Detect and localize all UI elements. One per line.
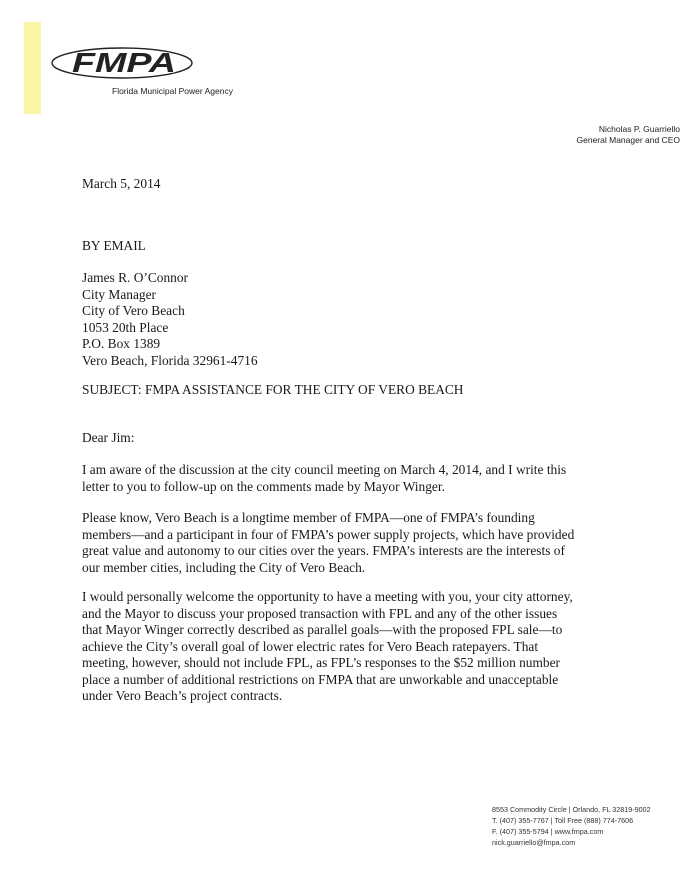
paragraph-line: Please know, Vero Beach is a longtime member of FMPA—one of FMPA’s founding (82, 510, 535, 525)
paragraph-line: place a number of additional restrictions on FMPA that are unworkable and unacceptable (82, 671, 559, 687)
paragraph-line: I am aware of the discussion at the city council meeting on March 4, 2014, and I write this (82, 462, 567, 477)
sender-name: Nicholas P. Guarriello (598, 124, 680, 134)
paragraph-2 (82, 510, 602, 576)
paragraph-line: achieve the City’s overall goal of lower electric rates for Vero Beach ratepayers. That (82, 638, 539, 654)
recipient-address (82, 270, 258, 369)
paragraph-1 (82, 462, 602, 495)
highlight-mark (24, 22, 41, 114)
letter-date: March 5, 2014 (82, 176, 161, 191)
paragraph-line: great value and autonomy to our cities over the years. FMPA’s interests are the interests of (82, 543, 565, 558)
footer-phone: T. (407) 355-7767 | Toll Free (888) 774-7606 (492, 816, 634, 825)
recipient-name: James R. O’Connor (82, 270, 189, 285)
recipient-city-state-zip: Vero Beach, Florida 32961-4716 (82, 352, 258, 368)
paragraph-line: meeting, however, should not include FPL, as FPL’s responses to the $52 million number (82, 655, 561, 670)
organization-name: Florida Municipal Power Agency (112, 86, 233, 96)
recipient-title: City Manager (82, 286, 157, 302)
paragraph-line: members—and a participant in four of FMPA’s power supply projects, which have provided (82, 526, 575, 542)
fmpa-logo (50, 44, 195, 82)
recipient-org: City of Vero Beach (82, 303, 185, 318)
salutation: Dear Jim: (82, 430, 135, 445)
subject-line: SUBJECT: FMPA ASSISTANCE FOR THE CITY OF VERO BEACH (82, 382, 464, 397)
paragraph-line: under Vero Beach’s project contracts. (82, 688, 283, 703)
paragraph-3 (82, 589, 602, 705)
footer-fax-web: F. (407) 355-5794 | www.fmpa.com (492, 827, 604, 836)
sender-block (577, 124, 680, 146)
recipient-po-box: P.O. Box 1389 (82, 336, 161, 351)
paragraph-line: letter to you to follow-up on the comments made by Mayor Winger. (82, 478, 445, 494)
paragraph-line: that Mayor Winger correctly described as parallel goals—with the proposed FPL sale—to (82, 622, 563, 637)
footer-email: nick.guarriello@fmpa.com (492, 838, 576, 847)
paragraph-line: our member cities, including the City of Vero Beach. (82, 559, 366, 575)
footer-contact (492, 804, 651, 848)
footer-address: 8553 Commodity Circle | Orlando, FL 32819-9002 (492, 805, 651, 814)
paragraph-line: I would personally welcome the opportunity to have a meeting with you, your city attorney, (82, 589, 573, 604)
recipient-address-line: 1053 20th Place (82, 319, 169, 335)
paragraph-line: and the Mayor to discuss your proposed transaction with FPL and any of the other issues (82, 605, 558, 621)
sender-title: General Manager and CEO (576, 135, 680, 145)
logo-text: FMPA (72, 47, 176, 78)
delivery-method: BY EMAIL (82, 238, 146, 253)
